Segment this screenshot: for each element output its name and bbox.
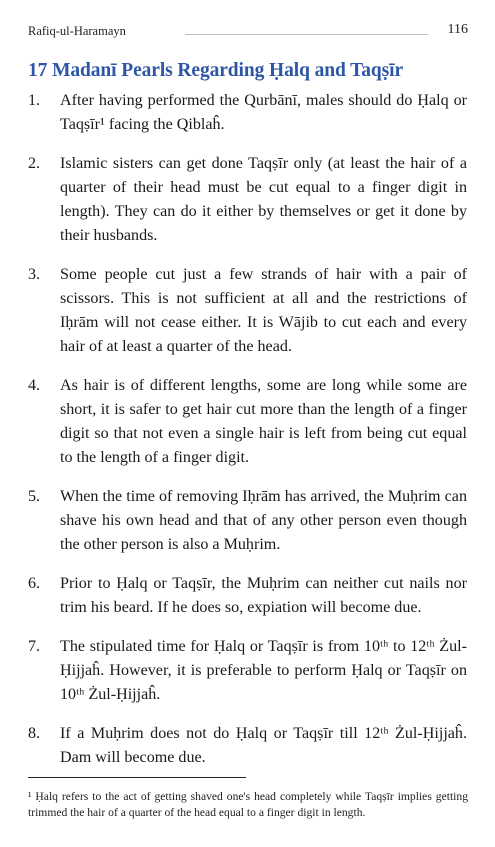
item-number: 1. [28,92,41,109]
item-number: 3. [28,266,41,283]
item-text: After having performed the Qurbānī, males should do Ḥalq or Taqṣīr¹ facing the Qiblaĥ. [60,92,467,133]
list-item [28,89,467,137]
item-number: 2. [28,155,41,172]
item-text: If a Muḥrim does not do Ḥalq or Taqṣīr till 12ᵗʰ Żul-Ḥijjaĥ. Dam will become due. [60,725,467,766]
page-number: 116 [447,22,468,37]
list-item [28,152,467,248]
item-text: Islamic sisters can get done Taqṣīr only (at least the hair of a quarter of their head must be cut equal to a finger digit in length). They can do it either by themselves or get it done by their husbands. [60,155,467,244]
item-number: 7. [28,638,41,655]
list-item [28,485,467,557]
item-number: 8. [28,725,41,742]
footnote-rule [28,777,246,778]
item-number: 6. [28,575,41,592]
list-item [28,263,467,359]
list-item [28,572,467,620]
item-text: Some people cut just a few strands of hair with a pair of scissors. This is not sufficient at all and the restrictions of Iḥrām will not cease either. It is Wājib to cut each and every hair of at least a quarter of the head. [60,266,467,355]
page-header [28,22,468,42]
item-number: 5. [28,488,41,505]
item-text: Prior to Ḥalq or Taqṣīr, the Muḥrim can neither cut nails nor trim his beard. If he does so, expiation will become due. [60,575,467,616]
list-item [28,722,467,770]
list-item [28,374,467,470]
list-item [28,635,467,707]
section-heading: 17 Madanī Pearls Regarding Ḥalq and Taqṣīr [28,60,404,81]
pearls-list [28,89,467,785]
header-rule [185,34,428,35]
item-text: When the time of removing Iḥrām has arrived, the Muḥrim can shave his own head and that of any other person even though the other person is also a Muḥrim. [60,488,467,553]
running-title: Rafiq-ul-Haramayn [28,24,126,38]
item-text: The stipulated time for Ḥalq or Taqṣīr is from 10ᵗʰ to 12ᵗʰ Żul-Ḥijjaĥ. However, it is preferable to perform Ḥalq or Taqṣīr on 10ᵗʰ Żul-Ḥijjaĥ. [60,638,467,703]
item-number: 4. [28,377,41,394]
footnote: ¹ Ḥalq refers to the act of getting shaved one's head completely while Taqṣīr implies getting trimmed the hair of a quarter of the head equal to a finger digit in length. [28,790,468,819]
item-text: As hair is of different lengths, some are long while some are short, it is safer to get hair cut more than the length of a finger digit so that not even a single hair is left from being cut equal to the length of a finger digit. [60,377,467,466]
